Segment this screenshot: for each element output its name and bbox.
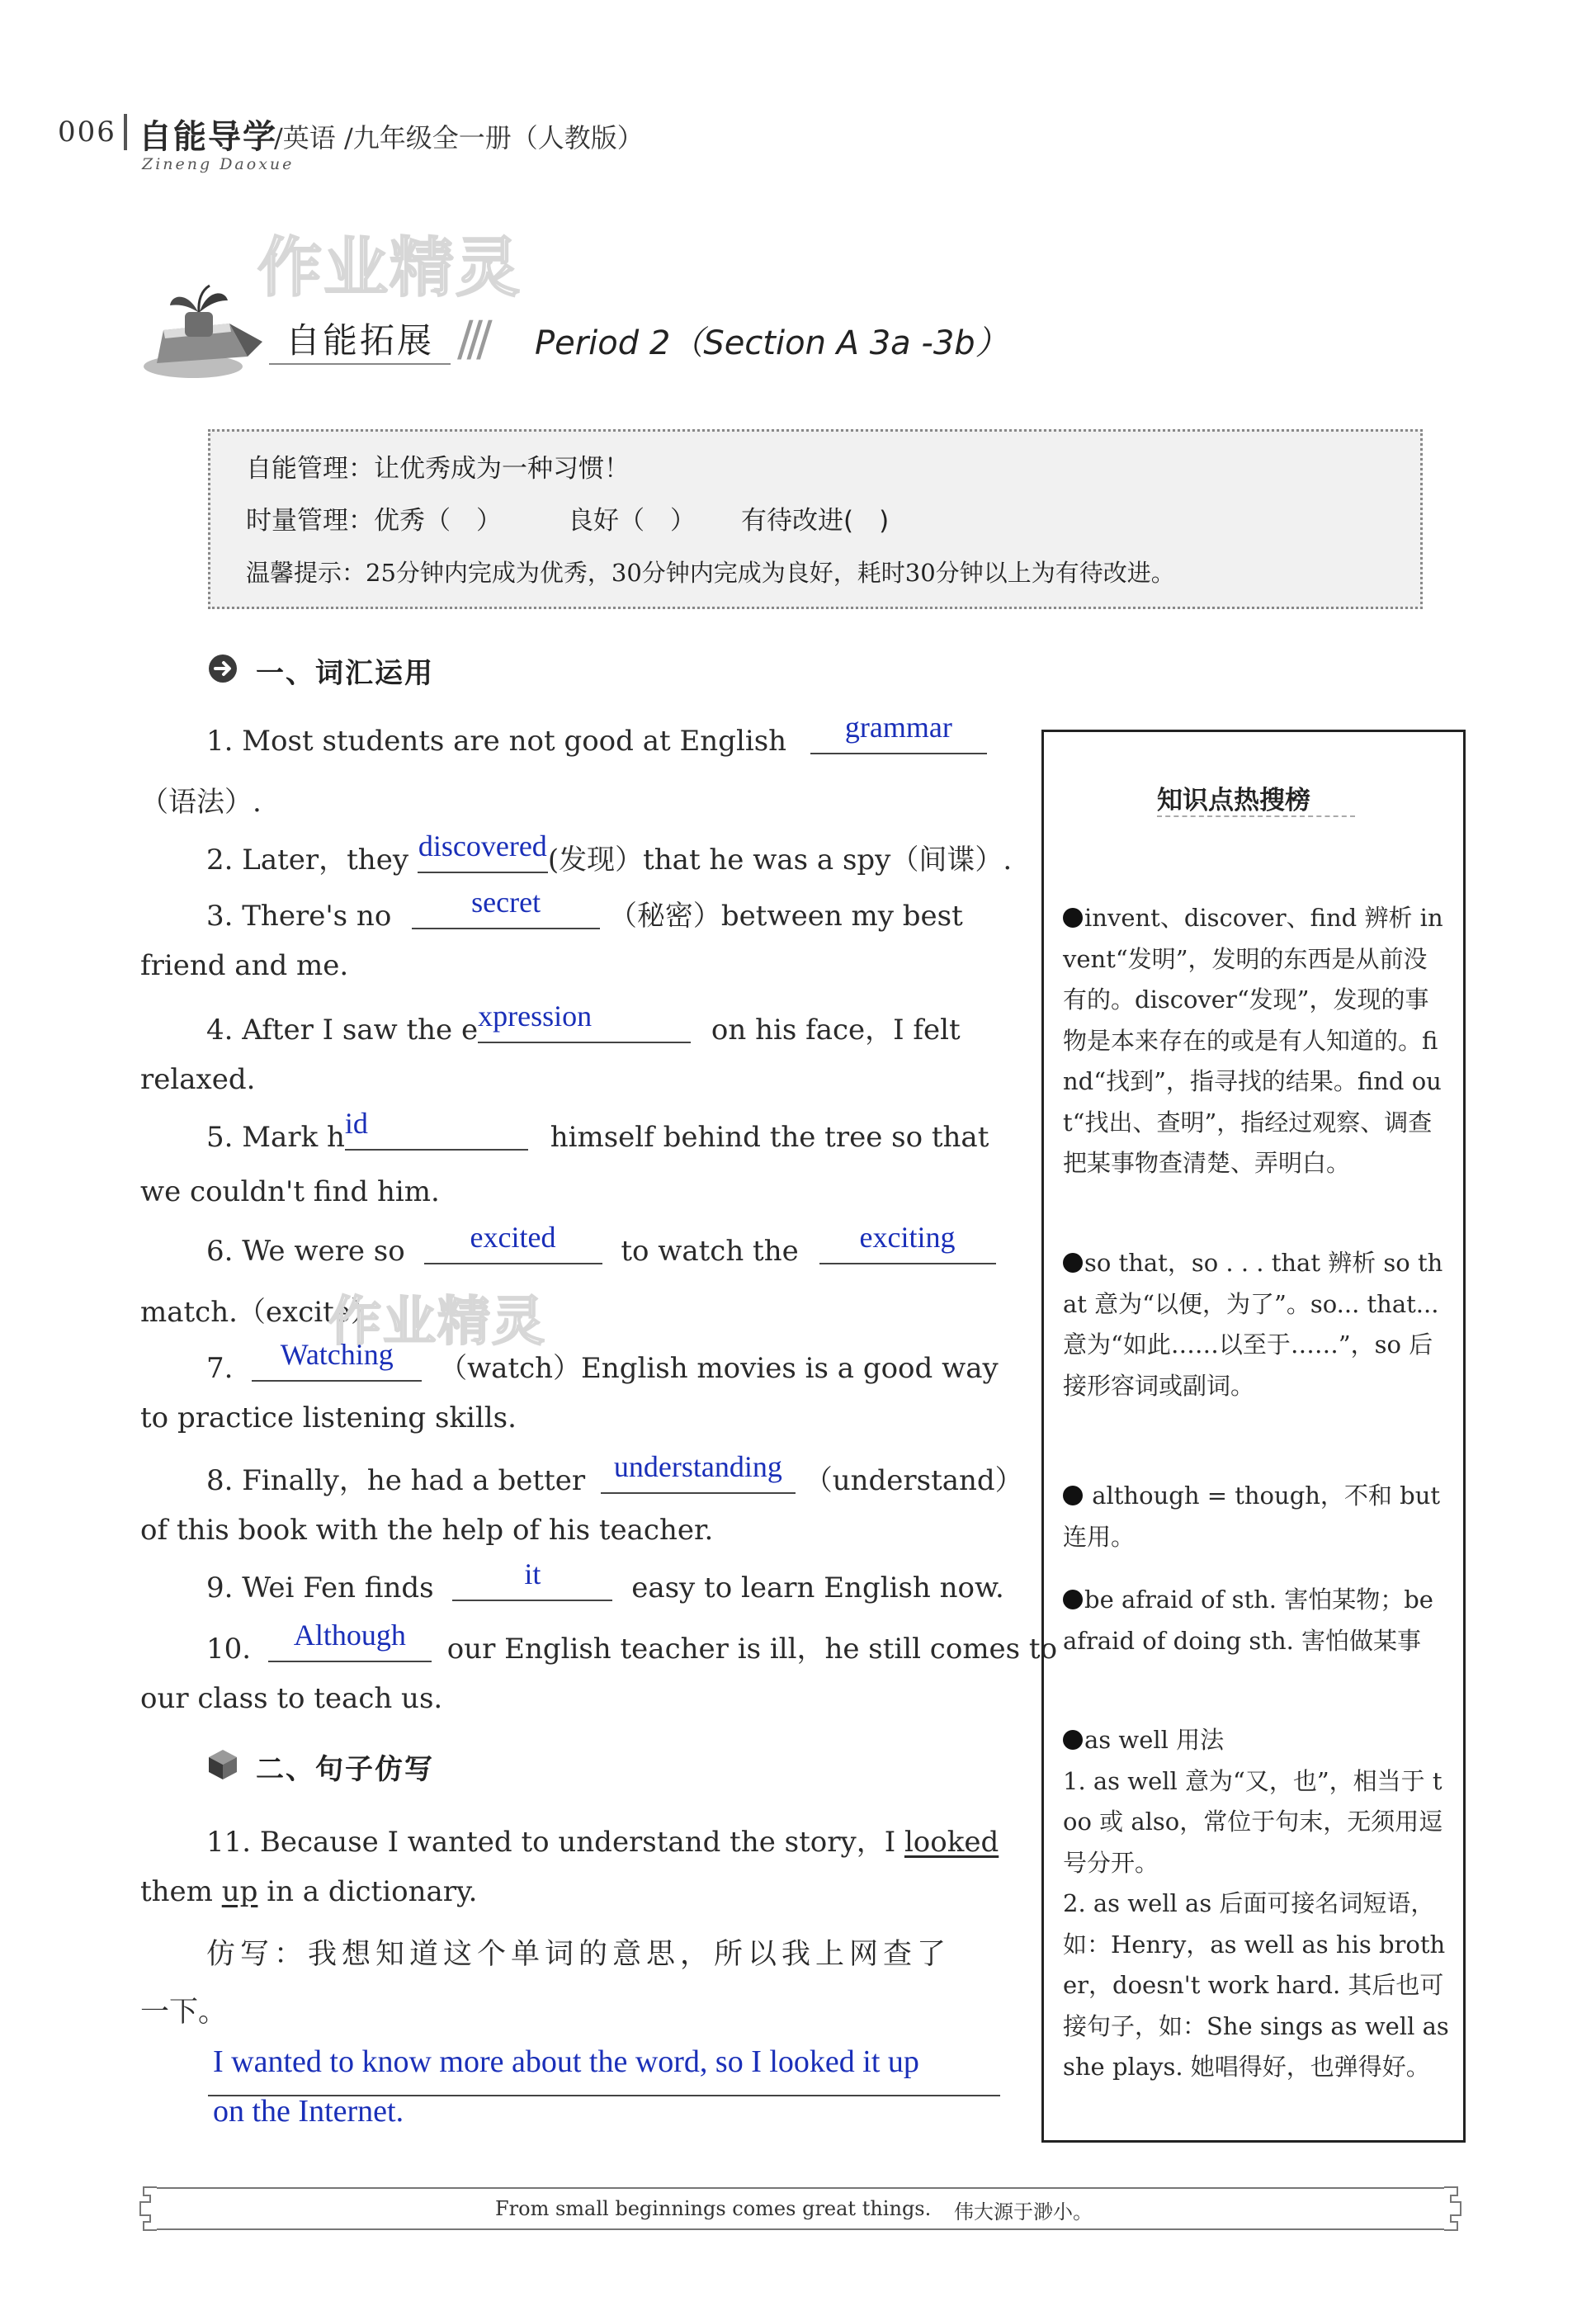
sidebar-title-decoration <box>1157 815 1355 824</box>
page-number: 006 <box>58 116 116 149</box>
q5-text: 5. Mark hid himself behind the tree so that <box>206 1107 989 1154</box>
watermark-middle: 作业精灵 <box>328 1292 546 1353</box>
sidebar-note-5: as well 用法 1. as well 意为“又，也”，相当于 too 或 also，常位于句末，无须用逗号分开。 2. as well as 后面可接名词短语，如：Henry，as well as his brother，doesn't work hard. 其后也可接句子，如：She sings as well as she plays. 她唱得好，也弹得好。 <box>1063 1720 1451 2088</box>
q9-blank[interactable]: it <box>452 1570 612 1601</box>
q9-text: 9. Wei Fen finds it easy to learn English now. <box>206 1557 1004 1604</box>
bullet-icon <box>1063 1590 1083 1609</box>
sidebar-note-2: so that，so . . . that 辨析 so that 意为“以便，为了”。so... that... 意为“如此……以至于……”，so 后接形容词或副词。 <box>1063 1249 1443 1400</box>
q8-text-cont: of this book with the help of his teacher. <box>140 1514 714 1547</box>
q10-blank[interactable]: Although <box>268 1631 432 1662</box>
sidebar-note-1: invent、discover、find 辨析 invent“发明”，发明的东西是从前没有的。discover“发现”，发现的事物是本来存在的或是有人知道的。find“找到”，指寻找的结果。find out“找出、查明”，指经过观察、调查把某事物查清楚、弄明白。 <box>1063 904 1443 1177</box>
cube-icon <box>206 1748 239 1781</box>
bullet-icon <box>1063 1253 1083 1273</box>
imitation-answer-line-1[interactable]: I wanted to know more about the word, so I looked it up <box>213 2044 919 2079</box>
q6-text-cont: match.（excite） <box>140 1296 379 1329</box>
q3-blank[interactable]: secret <box>412 898 600 929</box>
q5-text-cont: we couldn't find him. <box>140 1175 440 1208</box>
q8-text: 8. Finally，he had a better understanding （understand） <box>206 1450 1023 1497</box>
subject-label: /英语 /九年级全一册（人教版） <box>274 122 644 154</box>
section-title-underline <box>269 363 451 365</box>
mgmt-time-improve: 有待改进( ) <box>741 506 890 536</box>
sidebar-note-4: be afraid of sth. 害怕某物；be afraid of doing sth. 害怕做某事 <box>1063 1586 1433 1655</box>
q11-up: up <box>221 1875 258 1908</box>
q6-text: 6. We were so excited to watch the exciting <box>206 1233 996 1268</box>
q5-blank[interactable]: id <box>345 1119 528 1151</box>
footer-motto-en: From small beginnings comes great things. <box>495 2197 932 2220</box>
footer-ornament-left-icon <box>137 2184 158 2233</box>
q4-text: 4. After I saw the expression on his face，I felt <box>206 1000 961 1047</box>
series-title: 自能导学 <box>139 118 277 156</box>
q2-blank[interactable]: discovered <box>418 842 548 873</box>
watermark-top: 作业精灵 <box>257 231 522 305</box>
q7-blank[interactable]: Watching <box>252 1350 422 1382</box>
sidebar-title: 知识点热搜榜 <box>1157 786 1310 815</box>
sidebar-note-3: although = though，不和 but 连用。 <box>1063 1482 1441 1551</box>
q7-text: 7. Watching （watch）English movies is a good way <box>206 1338 999 1385</box>
q7-text-cont: to practice listening skills. <box>140 1401 517 1434</box>
section-title: 自能拓展 <box>286 320 435 361</box>
q11-text: 11. Because I wanted to understand the story，I looked <box>206 1826 999 1859</box>
q11-text-cont: them up in a dictionary. <box>140 1875 478 1908</box>
imitation-answer-line-2[interactable]: on the Internet. <box>213 2094 404 2129</box>
header-divider <box>124 114 127 150</box>
period-label: Period 2（Section A 3a -3b） <box>535 324 1008 362</box>
mgmt-tip: 温馨提示：25分钟内完成为优秀，30分钟内完成为良好，耗时30分钟以上为有待改进。 <box>246 559 1175 587</box>
section-slashes: /// <box>457 310 486 366</box>
sidebar-note-5-item-2: 2. as well as 后面可接名词短语，如：Henry，as well as his brother，doesn't work hard. 其后也可接句子，如：She sings as well as she plays. 她唱得好，也弹得好。 <box>1063 1889 1449 2081</box>
q1-text: 1. Most students are not good at English grammar <box>206 723 987 758</box>
bullet-icon <box>1063 1730 1083 1750</box>
q4-text-cont: relaxed. <box>140 1063 256 1096</box>
q11-looked: looked <box>904 1826 999 1859</box>
imitate-instruction: 仿写：我想知道这个单词的意思，所以我上网查了 <box>206 1938 951 1971</box>
footer-motto-cn: 伟大源于渺小。 <box>954 2200 1093 2224</box>
q2-text: 2. Later，they discovered(发现）that he was a spy（间谍）. <box>206 829 1013 877</box>
q6-blank-1[interactable]: excited <box>424 1233 602 1264</box>
q4-blank[interactable]: xpression <box>478 1012 691 1043</box>
mgmt-time-good: 良好（ ） <box>568 506 696 536</box>
bullet-icon <box>1063 1486 1083 1505</box>
bullet-icon <box>1063 908 1083 928</box>
arrow-circle-icon <box>208 654 238 683</box>
series-pinyin: Zineng Daoxue <box>142 155 295 173</box>
imitate-instruction-cont: 一下。 <box>140 1996 228 2029</box>
q10-text-cont: our class to teach us. <box>140 1682 443 1715</box>
q6-blank-2[interactable]: exciting <box>819 1233 996 1264</box>
mgmt-line-1: 自能管理：让优秀成为一种习惯！ <box>246 454 630 484</box>
q1-blank[interactable]: grammar <box>810 723 987 754</box>
q8-blank[interactable]: understanding <box>601 1463 796 1494</box>
sidebar-note-5-item-1: 1. as well 意为“又，也”，相当于 too 或 also，常位于句末，无须用逗号分开。 <box>1063 1766 1443 1877</box>
footer-ornament-right-icon <box>1443 2184 1464 2233</box>
book-plant-icon <box>139 284 267 383</box>
q10-text: 10. Although our English teacher is ill，he still comes to <box>206 1619 1058 1666</box>
mgmt-time-excellent: 时量管理：优秀（ ） <box>246 506 502 536</box>
part2-heading: 二、句子仿写 <box>256 1753 434 1786</box>
q3-text: 3. There's no secret （秘密）between my best <box>206 886 963 933</box>
part1-heading: 一、词汇运用 <box>256 657 434 690</box>
q3-text-cont: friend and me. <box>140 949 349 982</box>
q1-text-cont: （语法）. <box>140 786 262 819</box>
